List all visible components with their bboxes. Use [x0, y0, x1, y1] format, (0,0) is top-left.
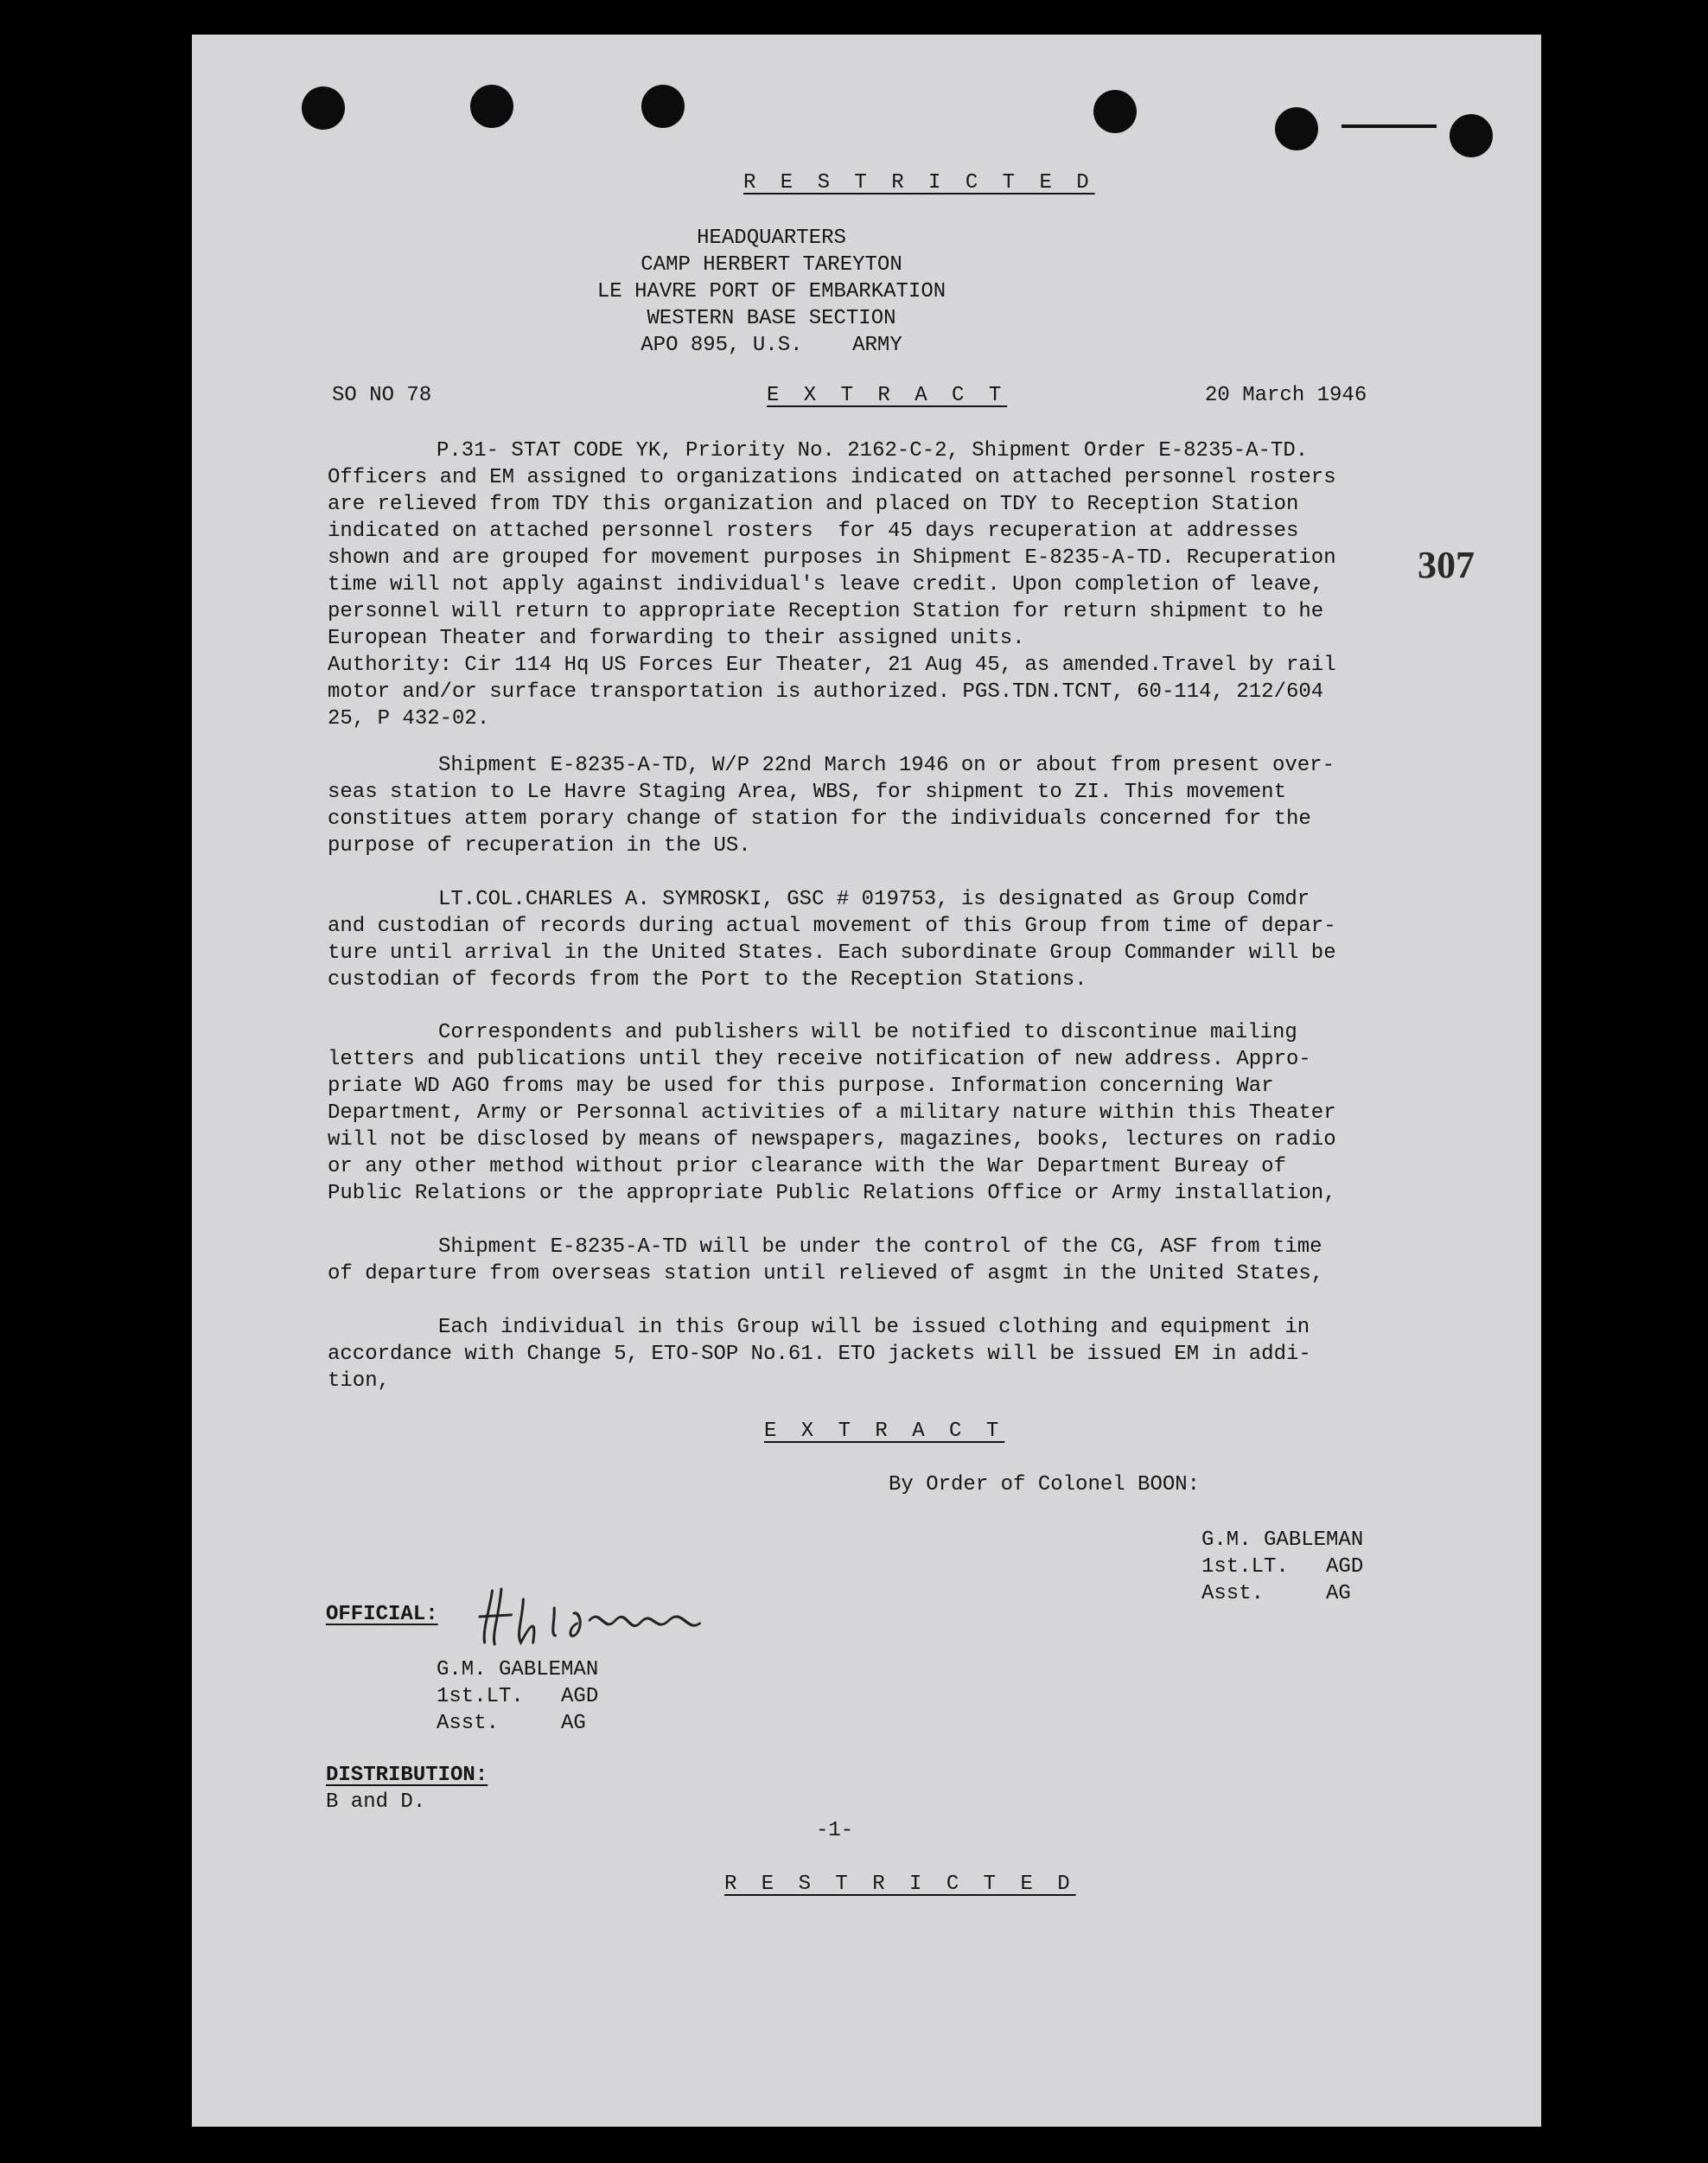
- distribution-label: DISTRIBUTION:: [326, 1764, 488, 1787]
- text-line: Public Relations or the appropriate Public Relations Office or Army installation,: [328, 1182, 1336, 1205]
- text-line: P.31- STAT CODE YK, Priority No. 2162-C-2, Shipment Order E-8235-A-TD.: [437, 439, 1309, 463]
- text-line: priate WD AGO froms may be used for this purpose. Information concerning War: [328, 1075, 1274, 1098]
- text-line: custodian of fecords from the Port to the Reception Stations.: [328, 968, 1087, 992]
- text-line: 25, P 432-02.: [328, 707, 490, 731]
- extract-footer: E X T R A C T: [764, 1420, 1005, 1443]
- text-line: or any other method without prior clearance with the War Department Bureay of: [328, 1155, 1286, 1178]
- text-line: accordance with Change 5, ETO-SOP No.61. ETO jackets will be issued EM in addi-: [328, 1343, 1311, 1366]
- header-line-4: WESTERN BASE SECTION: [647, 307, 896, 330]
- text-line: are relieved from TDY this organization and placed on TDY to Reception Station: [328, 493, 1299, 516]
- header-line-1: HEADQUARTERS: [697, 227, 846, 250]
- text-line: motor and/or surface transportation is authorized. PGS.TDN.TCNT, 60-114, 212/604: [328, 680, 1324, 704]
- punch-hole: [1093, 90, 1137, 133]
- signer-left-name: G.M. GABLEMAN: [437, 1658, 599, 1681]
- text-line: Officers and EM assigned to organizations indicated on attached personnel rosters: [328, 466, 1336, 489]
- handwritten-signature: [460, 1582, 762, 1660]
- signer-left-rank: 1st.LT. AGD: [437, 1685, 599, 1708]
- text-line: Authority: Cir 114 Hq US Forces Eur Theater, 21 Aug 45, as amended.Travel by rail: [328, 654, 1336, 677]
- order-date: 20 March 1946: [1205, 384, 1367, 407]
- document-page: [192, 35, 1541, 2127]
- text-line: time will not apply against individual's leave credit. Upon completion of leave,: [328, 573, 1324, 597]
- signer-right-rank: 1st.LT. AGD: [1201, 1555, 1364, 1579]
- text-line: seas station to Le Havre Staging Area, WBS, for shipment to ZI. This movement: [328, 781, 1286, 804]
- text-line: shown and are grouped for movement purposes in Shipment E-8235-A-TD. Recuperation: [328, 546, 1336, 570]
- text-line: Department, Army or Personnal activities of a military nature within this Theater: [328, 1101, 1336, 1125]
- signer-right-name: G.M. GABLEMAN: [1201, 1528, 1364, 1552]
- punch-hole: [1275, 107, 1318, 150]
- by-order: By Order of Colonel BOON:: [889, 1473, 1201, 1496]
- text-line: personnel will return to appropriate Reception Station for return shipment to he: [328, 600, 1324, 623]
- punch-hole: [302, 86, 345, 130]
- text-line: and custodian of records during actual movement of this Group from time of depar-: [328, 915, 1336, 938]
- text-line: constitues attem porary change of station for the individuals concerned for the: [328, 807, 1311, 831]
- text-line: purpose of recuperation in the US.: [328, 834, 751, 858]
- page-number: -1-: [816, 1819, 854, 1842]
- classification-bottom: R E S T R I C T E D: [724, 1873, 1076, 1896]
- distribution-value: B and D.: [326, 1790, 426, 1814]
- text-line: tion,: [328, 1369, 391, 1393]
- text-line: letters and publications until they receive notification of new address. Appro-: [328, 1048, 1311, 1071]
- text-line: ture until arrival in the United States. Each subordinate Group Commander will be: [328, 941, 1336, 965]
- punch-hole: [1450, 114, 1493, 157]
- punch-hole: [641, 85, 685, 128]
- text-line: LT.COL.CHARLES A. SYMROSKI, GSC # 019753, is designated as Group Comdr: [438, 888, 1310, 911]
- text-line: Shipment E-8235-A-TD, W/P 22nd March 1946 on or about from present over-: [438, 754, 1335, 777]
- official-label: OFFICIAL:: [326, 1603, 438, 1626]
- text-line: European Theater and forwarding to their assigned units.: [328, 627, 1025, 650]
- text-line: of departure from overseas station until relieved of asgmt in the United States,: [328, 1262, 1324, 1286]
- classification-top: R E S T R I C T E D: [743, 171, 1095, 195]
- order-type: E X T R A C T: [767, 384, 1008, 407]
- order-number: SO NO 78: [332, 384, 432, 407]
- header-line-2: CAMP HERBERT TAREYTON: [640, 253, 902, 277]
- header-line-3: LE HAVRE PORT OF EMBARKATION: [596, 280, 946, 303]
- signer-right-title: Asst. AG: [1201, 1582, 1351, 1605]
- ink-mark: [1342, 124, 1437, 128]
- punch-hole: [470, 85, 513, 128]
- text-line: Correspondents and publishers will be notified to discontinue mailing: [438, 1021, 1297, 1044]
- header-line-5: APO 895, U.S. ARMY: [640, 334, 902, 357]
- signature-scribble: [462, 1582, 762, 1651]
- stamp-number: 307: [1418, 544, 1475, 586]
- text-line: Each individual in this Group will be issued clothing and equipment in: [438, 1316, 1310, 1339]
- text-line: will not be disclosed by means of newspapers, magazines, books, lectures on radio: [328, 1128, 1336, 1152]
- signer-left-title: Asst. AG: [437, 1712, 586, 1735]
- text-line: Shipment E-8235-A-TD will be under the control of the CG, ASF from time: [438, 1235, 1322, 1259]
- text-line: indicated on attached personnel rosters for 45 days recuperation at addresses: [328, 520, 1299, 543]
